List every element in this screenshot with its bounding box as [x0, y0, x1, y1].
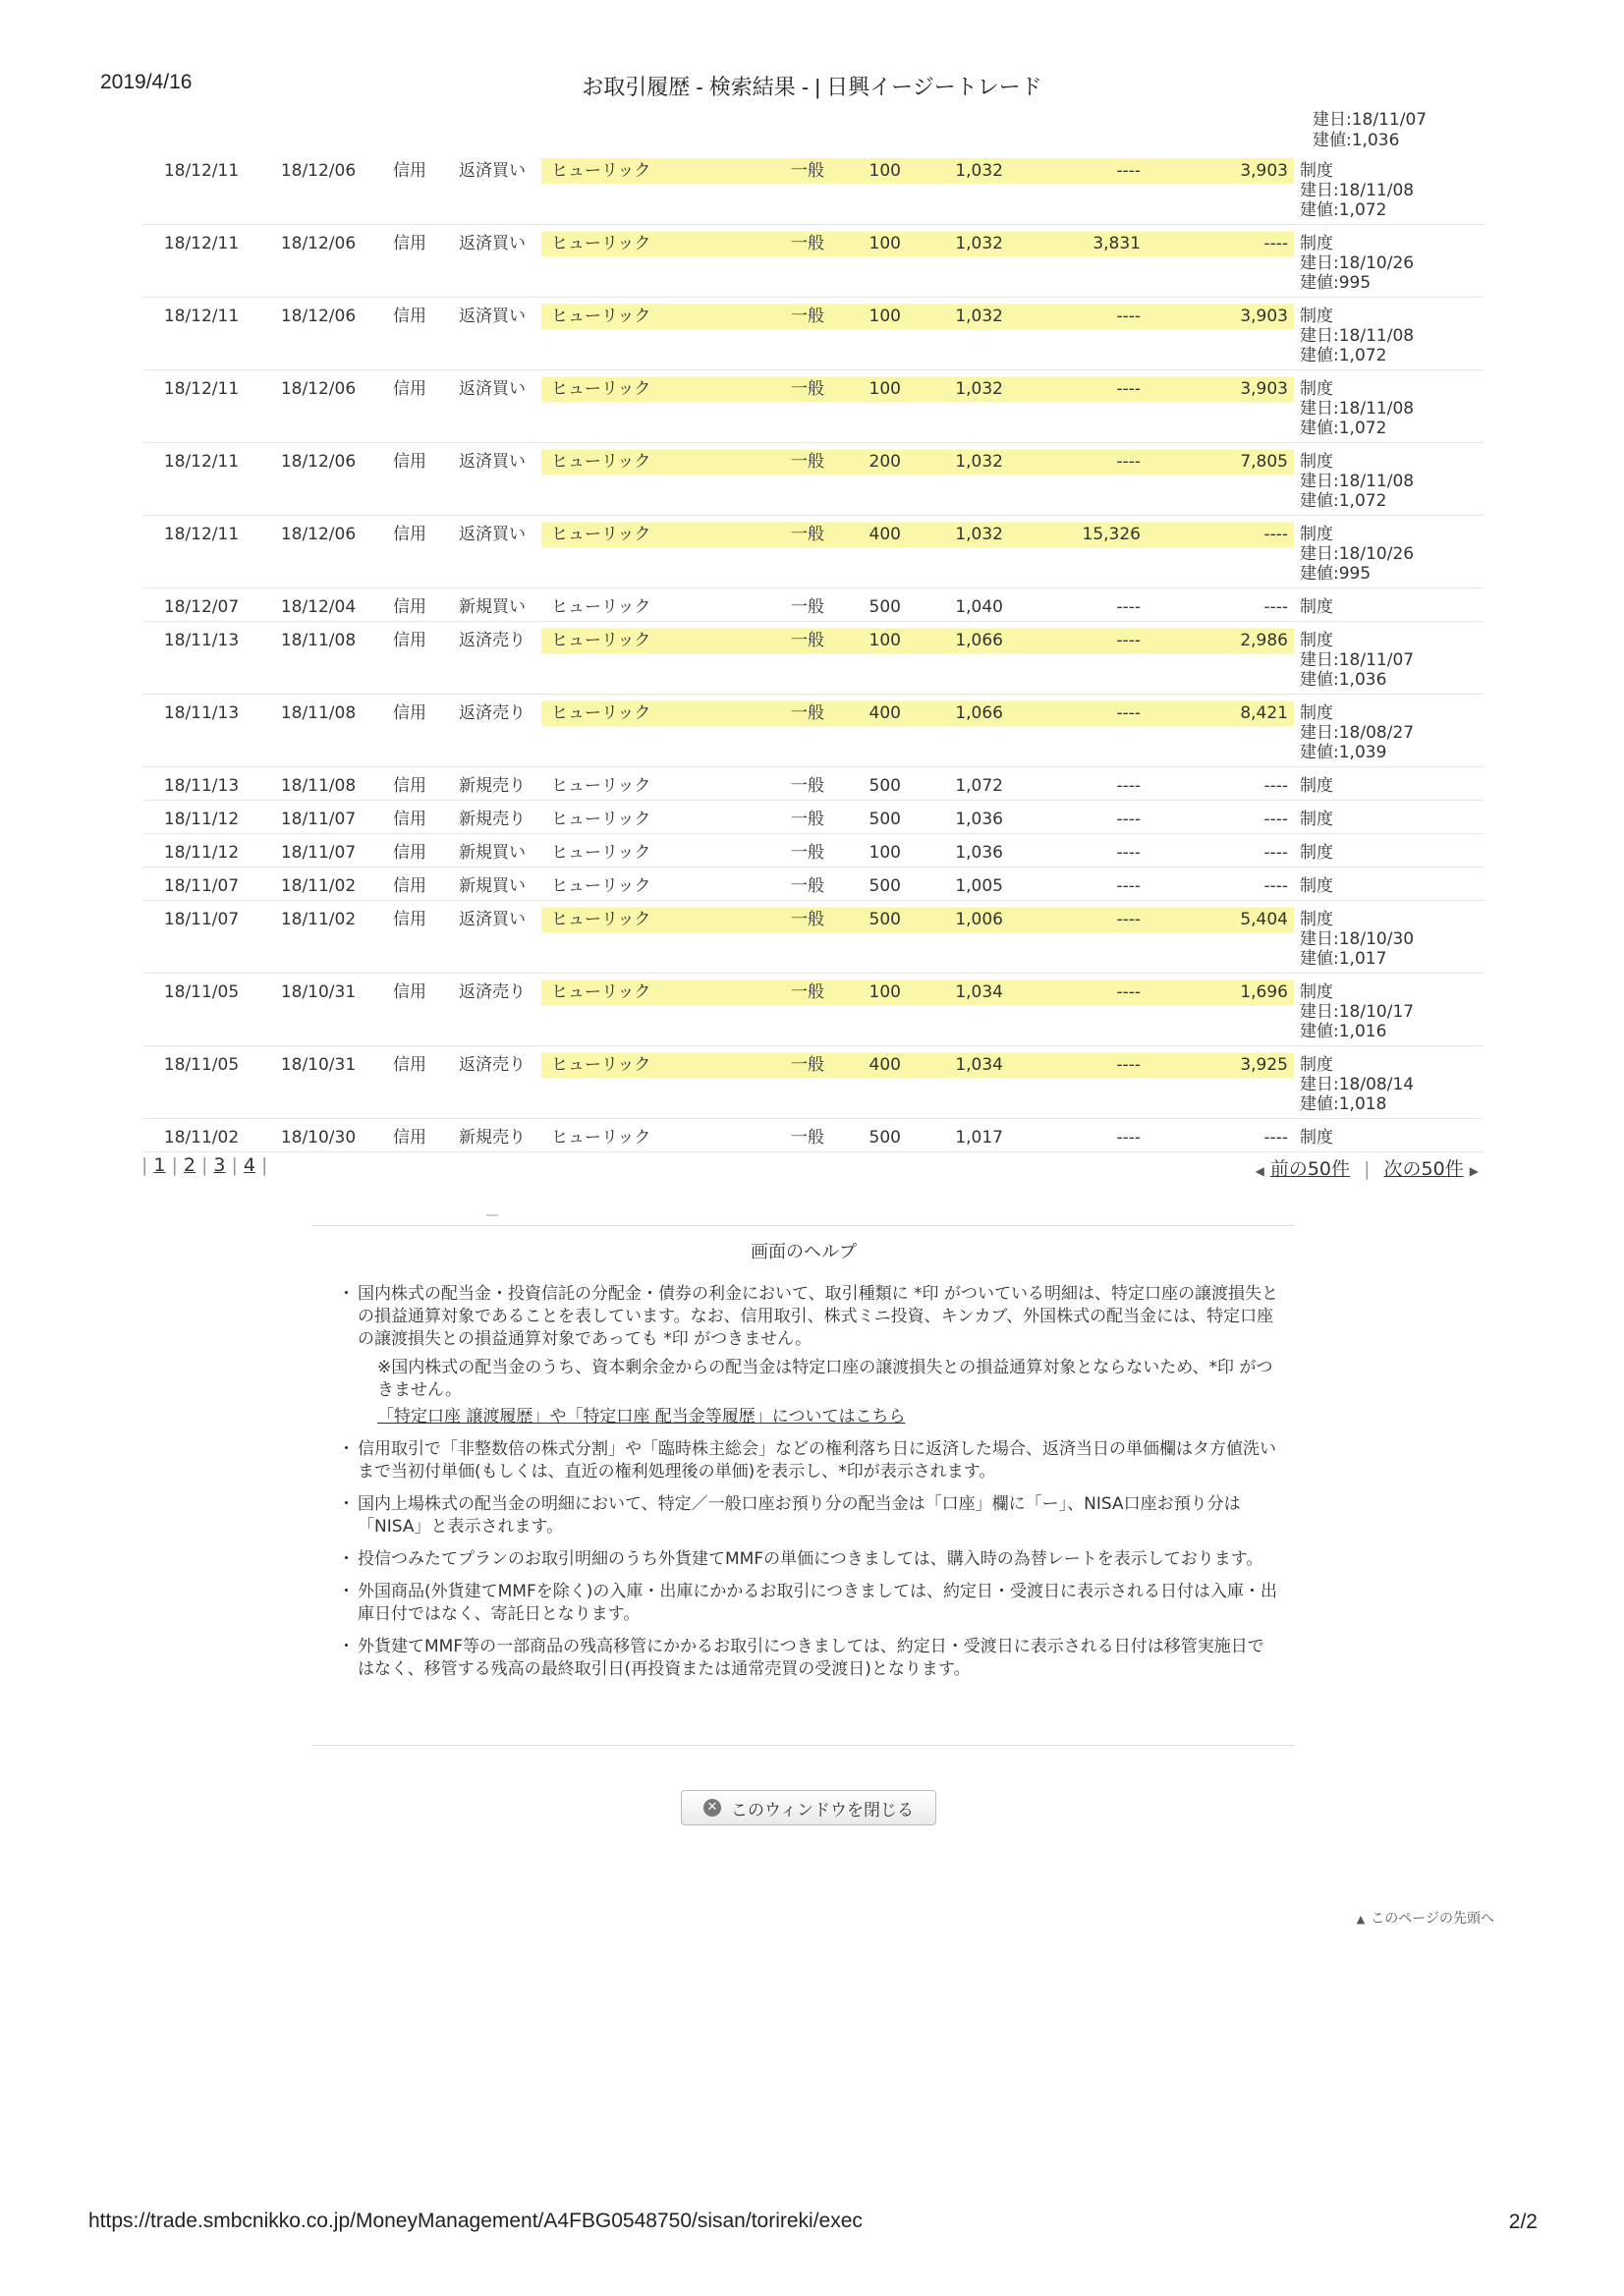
help-sub-note: ※国内株式の配当金のうち、資本剰余金からの配当金は特定口座の譲渡損失との損益通算対象とならないため、*印 がつきません。 [377, 1358, 1273, 1400]
note-market: 制度 [1300, 525, 1333, 544]
unit-price-cell: 1,017 [923, 1119, 1025, 1152]
account-division-cell: 一般 [769, 901, 846, 974]
quantity-cell: 400 [846, 516, 923, 588]
transaction-type-cell: 新規売り [443, 767, 541, 801]
profit-cell: ---- [1025, 1119, 1147, 1152]
quantity-cell: 500 [846, 588, 923, 622]
note-market: 制度 [1300, 876, 1333, 896]
quantity-cell: 200 [846, 443, 923, 516]
account-division-cell: 一般 [769, 588, 846, 622]
bullet-icon: ・ [338, 1549, 355, 1569]
note-line: 建日:18/10/30 [1300, 929, 1415, 949]
transaction-type-cell: 新規売り [443, 1119, 541, 1152]
stock-name-cell: ヒューリック [541, 588, 769, 622]
trade-date-cell: 18/11/13 [142, 767, 260, 801]
note-cell [1294, 622, 1484, 695]
note-cell [1294, 695, 1484, 767]
trade-date-cell: 18/11/13 [142, 695, 260, 767]
unit-price-cell: 1,006 [923, 901, 1025, 974]
help-text: 外貨建てMMF等の一部商品の残高移管にかかるお取引につきましては、約定日・受渡日に表示される日付は移管実施日ではなく、移管する残高の最終取引日(再投資または通常売買の受渡日)となります。 [358, 1637, 1264, 1679]
stock-name-cell: ヒューリック [541, 767, 769, 801]
stock-name-cell: ヒューリック [541, 622, 769, 695]
loss-cell: 1,696 [1147, 974, 1294, 1046]
note-line: 建値:1,036 [1300, 670, 1387, 690]
profit-cell: ---- [1025, 974, 1147, 1046]
profit-cell: 15,326 [1025, 516, 1147, 588]
close-icon: ✕ [703, 1799, 721, 1817]
profit-cell: ---- [1025, 1046, 1147, 1119]
trade-date-cell: 18/11/05 [142, 974, 260, 1046]
table-row [142, 370, 1484, 443]
profit-cell: ---- [1025, 801, 1147, 834]
loss-cell: ---- [1147, 868, 1294, 901]
settle-date-cell: 18/11/08 [260, 767, 376, 801]
quantity-cell: 100 [846, 298, 923, 370]
account-type-cell: 信用 [376, 767, 443, 801]
note-cell [1294, 1046, 1484, 1119]
loss-cell: ---- [1147, 225, 1294, 298]
stock-name-cell: ヒューリック [541, 370, 769, 443]
profit-cell: ---- [1025, 370, 1147, 443]
table-row [142, 801, 1484, 834]
unit-price-cell: 1,066 [923, 695, 1025, 767]
note-market: 制度 [1300, 703, 1333, 723]
loss-cell: 5,404 [1147, 901, 1294, 974]
note-line: 建日:18/10/26 [1300, 253, 1415, 273]
note-market: 制度 [1300, 379, 1333, 399]
loss-cell: 3,903 [1147, 152, 1294, 225]
settle-date-cell: 18/12/06 [260, 370, 376, 443]
triangle-right-icon: ▶ [1469, 1164, 1479, 1178]
profit-cell: ---- [1025, 298, 1147, 370]
account-division-cell: 一般 [769, 695, 846, 767]
note-market: 制度 [1300, 161, 1333, 181]
table-row [142, 974, 1484, 1046]
table-row [142, 834, 1484, 868]
page-link-3[interactable]: 3 [213, 1154, 226, 1176]
loss-cell: 8,421 [1147, 695, 1294, 767]
stock-name-cell: ヒューリック [541, 695, 769, 767]
settle-date-cell: 18/11/07 [260, 801, 376, 834]
settle-date-cell: 18/10/31 [260, 1046, 376, 1119]
stock-name-cell: ヒューリック [541, 516, 769, 588]
quantity-cell: 100 [846, 370, 923, 443]
transaction-type-cell: 新規買い [443, 868, 541, 901]
bullet-icon: ・ [338, 1637, 355, 1656]
loss-cell: 3,903 [1147, 298, 1294, 370]
table-row [142, 767, 1484, 801]
profit-cell: ---- [1025, 834, 1147, 868]
transaction-type-cell: 返済買い [443, 370, 541, 443]
note-cell [1294, 443, 1484, 516]
page-number-nav: | 1 | 2 | 3 | 4 | [141, 1154, 268, 1176]
page-top-link[interactable] [1357, 1908, 1494, 1928]
next-page-link[interactable]: 次の50件 [1383, 1158, 1464, 1180]
account-type-cell: 信用 [376, 152, 443, 225]
quantity-cell: 400 [846, 695, 923, 767]
quantity-cell: 500 [846, 901, 923, 974]
note-line: 建日:18/10/26 [1300, 544, 1415, 564]
quantity-cell: 100 [846, 225, 923, 298]
page-link-4[interactable]: 4 [243, 1154, 255, 1176]
table-row [142, 516, 1484, 588]
account-type-cell: 信用 [376, 298, 443, 370]
unit-price-cell: 1,034 [923, 1046, 1025, 1119]
note-market: 制度 [1300, 776, 1333, 796]
note-cell [1294, 1119, 1484, 1152]
note-cell [1294, 298, 1484, 370]
settle-date-cell: 18/12/06 [260, 443, 376, 516]
help-link-row [336, 1406, 1279, 1428]
stock-name-cell: ヒューリック [541, 801, 769, 834]
table-row [142, 901, 1484, 974]
loss-cell: 2,986 [1147, 622, 1294, 695]
note-line: 建値:995 [1300, 273, 1372, 293]
table-row [142, 1119, 1484, 1152]
note-cell [1294, 834, 1484, 868]
note-market: 制度 [1300, 234, 1333, 253]
quantity-cell: 500 [846, 767, 923, 801]
account-division-cell: 一般 [769, 1046, 846, 1119]
account-division-cell: 一般 [769, 801, 846, 834]
unit-price-cell: 1,040 [923, 588, 1025, 622]
loss-cell: ---- [1147, 516, 1294, 588]
help-item [336, 1581, 1279, 1626]
note-line: 建値:1,018 [1300, 1094, 1387, 1114]
quantity-cell: 500 [846, 868, 923, 901]
note-line: 建日:18/11/07 [1300, 650, 1415, 670]
settle-date-cell: 18/12/06 [260, 516, 376, 588]
note-line: 建値:1,072 [1300, 491, 1387, 511]
quantity-cell: 100 [846, 974, 923, 1046]
transaction-type-cell: 返済買い [443, 298, 541, 370]
tokutei-history-link[interactable]: 「特定口座 譲渡履歴」や「特定口座 配当金等履歴」についてはこちら [377, 1407, 906, 1427]
close-window-button[interactable] [681, 1790, 936, 1825]
note-market: 制度 [1300, 982, 1333, 1002]
settle-date-cell: 18/12/06 [260, 152, 376, 225]
trade-date-cell: 18/12/11 [142, 516, 260, 588]
account-division-cell: 一般 [769, 516, 846, 588]
bullet-icon: ・ [338, 1284, 355, 1304]
note-market: 制度 [1300, 843, 1333, 863]
profit-cell: 3,831 [1025, 225, 1147, 298]
unit-price-cell: 1,034 [923, 974, 1025, 1046]
stock-name-cell: ヒューリック [541, 974, 769, 1046]
profit-cell: ---- [1025, 868, 1147, 901]
note-cell [1294, 901, 1484, 974]
transaction-type-cell: 新規買い [443, 588, 541, 622]
note-cell [1294, 974, 1484, 1046]
note-line: 建日:18/10/17 [1300, 1002, 1415, 1022]
table-row [142, 225, 1484, 298]
stock-name-cell: ヒューリック [541, 834, 769, 868]
note-line: 建値:1,016 [1300, 1022, 1387, 1041]
note-market: 制度 [1300, 307, 1333, 326]
account-type-cell: 信用 [376, 622, 443, 695]
table-row [142, 152, 1484, 225]
loss-cell: ---- [1147, 1119, 1294, 1152]
trade-date-cell: 18/12/11 [142, 225, 260, 298]
account-type-cell: 信用 [376, 868, 443, 901]
unit-price-cell: 1,032 [923, 152, 1025, 225]
profit-cell: ---- [1025, 767, 1147, 801]
profit-cell: ---- [1025, 443, 1147, 516]
note-market: 制度 [1300, 1055, 1333, 1075]
close-window-label: このウィンドウを閉じる [731, 1800, 914, 1820]
profit-cell: ---- [1025, 588, 1147, 622]
account-type-cell: 信用 [376, 834, 443, 868]
trade-date-cell: 18/11/12 [142, 801, 260, 834]
unit-price-cell: 1,032 [923, 225, 1025, 298]
help-text: 信用取引で「非整数倍の株式分割」や「臨時株主総会」などの権利落ち日に返済した場合、返済当日の単価欄はタ方値洗いまで当初付単価(もしくは、直近の権利処理後の単価)を表示し、*印が表示されます。 [358, 1439, 1276, 1482]
help-item [336, 1548, 1279, 1571]
trade-date-cell: 18/11/13 [142, 622, 260, 695]
account-type-cell: 信用 [376, 370, 443, 443]
transaction-type-cell: 返済買い [443, 516, 541, 588]
unit-price-cell: 1,032 [923, 298, 1025, 370]
note-line: 建日:18/11/08 [1300, 399, 1415, 419]
settle-date-cell: 18/12/06 [260, 225, 376, 298]
trade-date-cell: 18/12/07 [142, 588, 260, 622]
triangle-left-icon: ◀ [1255, 1164, 1264, 1178]
profit-cell: ---- [1025, 622, 1147, 695]
account-type-cell: 信用 [376, 901, 443, 974]
note-cell [1294, 152, 1484, 225]
trade-date-cell: 18/11/05 [142, 1046, 260, 1119]
transaction-type-cell: 返済売り [443, 974, 541, 1046]
settle-date-cell: 18/11/02 [260, 901, 376, 974]
note-market: 制度 [1300, 631, 1333, 650]
stock-name-cell: ヒューリック [541, 868, 769, 901]
transaction-type-cell: 新規売り [443, 801, 541, 834]
note-cell [1294, 801, 1484, 834]
settle-date-cell: 18/11/02 [260, 868, 376, 901]
settle-date-cell: 18/10/31 [260, 974, 376, 1046]
note-cell [1294, 225, 1484, 298]
note-line: 建日:18/11/08 [1300, 472, 1415, 491]
account-division-cell: 一般 [769, 767, 846, 801]
stock-name-cell: ヒューリック [541, 1046, 769, 1119]
table-row [142, 298, 1484, 370]
stock-name-cell: ヒューリック [541, 225, 769, 298]
account-division-cell: 一般 [769, 834, 846, 868]
account-type-cell: 信用 [376, 1119, 443, 1152]
account-division-cell: 一般 [769, 622, 846, 695]
transaction-type-cell: 返済買い [443, 225, 541, 298]
table-row [142, 695, 1484, 767]
settle-date-cell: 18/11/07 [260, 834, 376, 868]
transaction-type-cell: 返済売り [443, 622, 541, 695]
account-type-cell: 信用 [376, 443, 443, 516]
loss-cell: ---- [1147, 588, 1294, 622]
bullet-icon: ・ [338, 1494, 355, 1514]
prev-next-nav: ◀ 前の50件 | 次の50件 ▶ [1255, 1158, 1479, 1180]
note-line: 建日:18/11/08 [1300, 326, 1415, 346]
continued-note-price: 建値:1,036 [1313, 131, 1400, 150]
note-cell [1294, 370, 1484, 443]
profit-cell: ---- [1025, 152, 1147, 225]
stock-name-cell: ヒューリック [541, 1119, 769, 1152]
trade-date-cell: 18/11/07 [142, 868, 260, 901]
note-market: 制度 [1300, 810, 1333, 829]
loss-cell: ---- [1147, 834, 1294, 868]
note-line: 建日:18/08/27 [1300, 723, 1415, 743]
transaction-type-cell: 返済買い [443, 443, 541, 516]
help-title: 画面のヘルプ [751, 1242, 857, 1262]
profit-cell: ---- [1025, 901, 1147, 974]
account-type-cell: 信用 [376, 695, 443, 767]
account-type-cell: 信用 [376, 516, 443, 588]
loss-cell: 3,903 [1147, 370, 1294, 443]
note-line: 建値:1,039 [1300, 743, 1387, 762]
profit-cell: ---- [1025, 695, 1147, 767]
help-text: 国内上場株式の配当金の明細において、特定／一般口座お預り分の配当金は「口座」欄に「ー」、NISA口座お預り分は「NISA」と表示されます。 [358, 1494, 1241, 1537]
transaction-type-cell: 返済買い [443, 152, 541, 225]
quantity-cell: 400 [846, 1046, 923, 1119]
stock-name-cell: ヒューリック [541, 298, 769, 370]
quantity-cell: 500 [846, 1119, 923, 1152]
note-cell [1294, 516, 1484, 588]
settle-date-cell: 18/12/06 [260, 298, 376, 370]
help-item [336, 1636, 1279, 1681]
note-line: 建値:995 [1300, 564, 1372, 584]
stock-name-cell: ヒューリック [541, 152, 769, 225]
prev-page-link[interactable]: 前の50件 [1269, 1158, 1351, 1180]
unit-price-cell: 1,036 [923, 801, 1025, 834]
note-market: 制度 [1300, 910, 1333, 929]
account-type-cell: 信用 [376, 801, 443, 834]
help-list [336, 1283, 1279, 1691]
note-cell [1294, 868, 1484, 901]
help-panel [312, 1225, 1295, 1746]
page-top-label: このページの先頭へ [1371, 1911, 1494, 1927]
note-line: 建値:1,072 [1300, 200, 1387, 220]
transaction-type-cell: 新規買い [443, 834, 541, 868]
account-division-cell: 一般 [769, 298, 846, 370]
account-type-cell: 信用 [376, 588, 443, 622]
stock-name-cell: ヒューリック [541, 901, 769, 974]
help-text: 投信つみたてプランのお取引明細のうち外貨建てMMFの単価につきましては、購入時の為替レートを表示しております。 [358, 1549, 1263, 1569]
note-line: 建日:18/08/14 [1300, 1075, 1415, 1094]
trade-date-cell: 18/11/12 [142, 834, 260, 868]
table-row [142, 588, 1484, 622]
stock-name-cell: ヒューリック [541, 443, 769, 516]
continued-row-note [1313, 110, 1427, 151]
account-division-cell: 一般 [769, 152, 846, 225]
note-line: 建値:1,072 [1300, 419, 1387, 438]
page-link-2[interactable]: 2 [183, 1154, 196, 1176]
note-market: 制度 [1300, 597, 1333, 617]
account-division-cell: 一般 [769, 225, 846, 298]
account-division-cell: 一般 [769, 443, 846, 516]
print-url: https://trade.smbcnikko.co.jp/MoneyManagement/A4FBG0548750/sisan/torireki/exec [88, 2210, 863, 2232]
account-type-cell: 信用 [376, 974, 443, 1046]
continued-note-date: 建日:18/11/07 [1313, 110, 1428, 130]
bullet-icon: ・ [338, 1582, 355, 1601]
trade-date-cell: 18/12/11 [142, 443, 260, 516]
account-type-cell: 信用 [376, 225, 443, 298]
note-cell [1294, 767, 1484, 801]
quantity-cell: 100 [846, 834, 923, 868]
quantity-cell: 100 [846, 622, 923, 695]
account-type-cell: 信用 [376, 1046, 443, 1119]
loss-cell: 3,925 [1147, 1046, 1294, 1119]
table-row [142, 1046, 1484, 1119]
table-row [142, 443, 1484, 516]
settle-date-cell: 18/11/08 [260, 622, 376, 695]
unit-price-cell: 1,032 [923, 516, 1025, 588]
account-division-cell: 一般 [769, 1119, 846, 1152]
help-text: 外国商品(外貨建てMMFを除く)の入庫・出庫にかかるお取引につきましては、約定日・受渡日に表示される日付は入庫・出庫日付ではなく、寄託日となります。 [358, 1582, 1278, 1624]
loss-cell: ---- [1147, 801, 1294, 834]
unit-price-cell: 1,032 [923, 443, 1025, 516]
unit-price-cell: 1,066 [923, 622, 1025, 695]
bullet-icon: ・ [338, 1439, 355, 1459]
unit-price-cell: 1,032 [923, 370, 1025, 443]
print-title: お取引履歴 - 検索結果 - | 日興イージートレード [582, 75, 1042, 99]
settle-date-cell: 18/11/08 [260, 695, 376, 767]
page-link-1[interactable]: 1 [153, 1154, 166, 1176]
help-item [336, 1283, 1279, 1351]
note-cell [1294, 588, 1484, 622]
help-item [336, 1438, 1279, 1484]
trade-history-table [142, 152, 1484, 1152]
scan-mark [486, 1214, 498, 1216]
trade-date-cell: 18/12/11 [142, 152, 260, 225]
trade-date-cell: 18/11/07 [142, 901, 260, 974]
trade-date-cell: 18/11/02 [142, 1119, 260, 1152]
unit-price-cell: 1,072 [923, 767, 1025, 801]
settle-date-cell: 18/10/30 [260, 1119, 376, 1152]
table-row [142, 868, 1484, 901]
note-line: 建日:18/11/08 [1300, 181, 1415, 200]
triangle-up-icon: ▲ [1356, 1913, 1366, 1926]
transaction-type-cell: 返済売り [443, 1046, 541, 1119]
quantity-cell: 100 [846, 152, 923, 225]
table-row [142, 622, 1484, 695]
settle-date-cell: 18/12/04 [260, 588, 376, 622]
account-division-cell: 一般 [769, 974, 846, 1046]
loss-cell: ---- [1147, 767, 1294, 801]
trade-date-cell: 18/12/11 [142, 298, 260, 370]
note-line: 建値:1,072 [1300, 346, 1387, 365]
unit-price-cell: 1,036 [923, 834, 1025, 868]
print-date: 2019/4/16 [100, 71, 193, 93]
loss-cell: 7,805 [1147, 443, 1294, 516]
unit-price-cell: 1,005 [923, 868, 1025, 901]
trade-date-cell: 18/12/11 [142, 370, 260, 443]
account-division-cell: 一般 [769, 370, 846, 443]
quantity-cell: 500 [846, 801, 923, 834]
help-text: 国内株式の配当金・投資信託の分配金・債券の利金において、取引種類に *印 がついている明細は、特定口座の譲渡損失との損益通算対象であることを表しています。なお、信用取引、株式ミニ投資、キンカブ、外国株式の配当金には、特定口座の譲渡損失との損益通算対象であっても *印 がつきません。 [358, 1284, 1278, 1349]
transaction-type-cell: 返済売り [443, 695, 541, 767]
help-item [336, 1493, 1279, 1539]
print-page-number: 2/2 [1508, 2211, 1538, 2233]
note-market: 制度 [1300, 1128, 1333, 1148]
note-line: 建値:1,017 [1300, 949, 1387, 969]
transaction-type-cell: 返済買い [443, 901, 541, 974]
note-market: 制度 [1300, 452, 1333, 472]
account-division-cell: 一般 [769, 868, 846, 901]
